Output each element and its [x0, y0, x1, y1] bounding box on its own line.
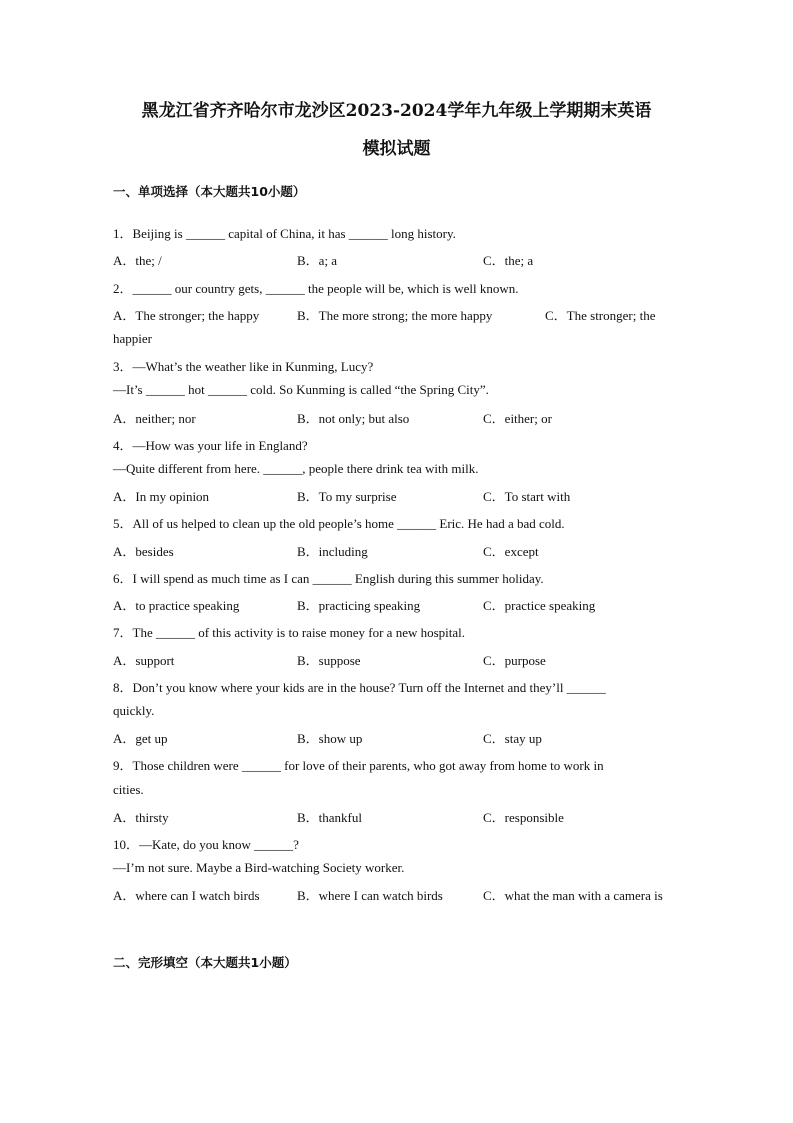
page-subtitle: 模拟试题: [362, 139, 431, 159]
question-2-option-b: B．The more strong; the more happy: [297, 308, 493, 323]
question-3-stem: 3．—What’s the weather like in Kunming, Lucy?: [113, 359, 374, 374]
question-4-option-a: A．In my opinion: [113, 489, 210, 504]
question-6-option-b: B．practicing speaking: [297, 598, 421, 613]
question-8-option-b: B．show up: [297, 731, 363, 746]
question-1-option-c: C．the; a: [483, 253, 534, 268]
question-8-stem: 8．Don’t you know where your kids are in the house? Turn off the Internet and they’ll ______: [113, 680, 606, 695]
question-7-option-b: B．suppose: [297, 653, 361, 668]
question-3-option-a: A．neither; nor: [113, 411, 196, 426]
question-5-option-b: B．including: [297, 544, 368, 559]
question-1-option-b: B．a; a: [297, 253, 338, 268]
question-8-option-c: C．stay up: [483, 731, 542, 746]
question-9-stem-line2: cities.: [113, 782, 144, 797]
question-10-option-c: C．what the man with a camera is: [483, 888, 663, 903]
question-7-stem: 7．The ______ of this activity is to raise money for a new hospital.: [113, 625, 466, 640]
question-6-option-c: C．practice speaking: [483, 598, 596, 613]
question-7-option-c: C．purpose: [483, 653, 546, 668]
section-heading-single-choice: 一、单项选择（本大题共10小题）: [113, 184, 306, 199]
question-3-stem-line2: —It’s ______ hot ______ cold. So Kunming is called “the Spring City”.: [113, 382, 489, 397]
question-4-option-b: B．To my surprise: [297, 489, 397, 504]
question-2-stem: 2．______ our country gets, ______ the people will be, which is well known.: [113, 281, 519, 296]
question-5-option-c: C．except: [483, 544, 539, 559]
question-1-option-a: A．the; /: [113, 253, 162, 268]
question-10-option-a: A．where can I watch birds: [113, 888, 260, 903]
question-4-stem: 4．—How was your life in England?: [113, 438, 308, 453]
question-8-stem-line2: quickly.: [113, 703, 155, 718]
question-8-option-a: A．get up: [113, 731, 168, 746]
question-6-option-a: A．to practice speaking: [113, 598, 240, 613]
question-2-option-a: A．The stronger; the happy: [113, 308, 260, 323]
question-5-stem: 5．All of us helped to clean up the old people’s home ______ Eric. He had a bad cold.: [113, 516, 565, 531]
section-heading-cloze: 二、完形填空（本大题共1小题）: [113, 955, 297, 970]
question-9-option-a: A．thirsty: [113, 810, 169, 825]
question-6-stem: 6．I will spend as much time as I can ______ English during this summer holiday.: [113, 571, 544, 586]
question-9-option-c: C．responsible: [483, 810, 564, 825]
question-9-option-b: B．thankful: [297, 810, 362, 825]
page-title: 黑龙江省齐齐哈尔市龙沙区2023-2024学年九年级上学期期末英语: [141, 101, 652, 121]
question-5-option-a: A．besides: [113, 544, 174, 559]
question-3-option-b: B．not only; but also: [297, 411, 410, 426]
question-7-option-a: A．support: [113, 653, 175, 668]
question-2-option-c: C．The stronger; the: [545, 308, 656, 323]
question-2-option-c-continued: happier: [113, 331, 152, 346]
question-10-stem: 10．—Kate, do you know ______?: [113, 837, 299, 852]
question-10-option-b: B．where I can watch birds: [297, 888, 443, 903]
question-9-stem: 9．Those children were ______ for love of their parents, who got away from home to work in: [113, 758, 604, 773]
question-4-option-c: C．To start with: [483, 489, 571, 504]
question-3-option-c: C．either; or: [483, 411, 552, 426]
question-1-stem: 1．Beijing is ______ capital of China, it has ______ long history.: [113, 226, 456, 241]
question-10-stem-line2: —I’m not sure. Maybe a Bird-watching Society worker.: [113, 860, 405, 875]
question-4-stem-line2: —Quite different from here. ______, people there drink tea with milk.: [113, 461, 479, 476]
